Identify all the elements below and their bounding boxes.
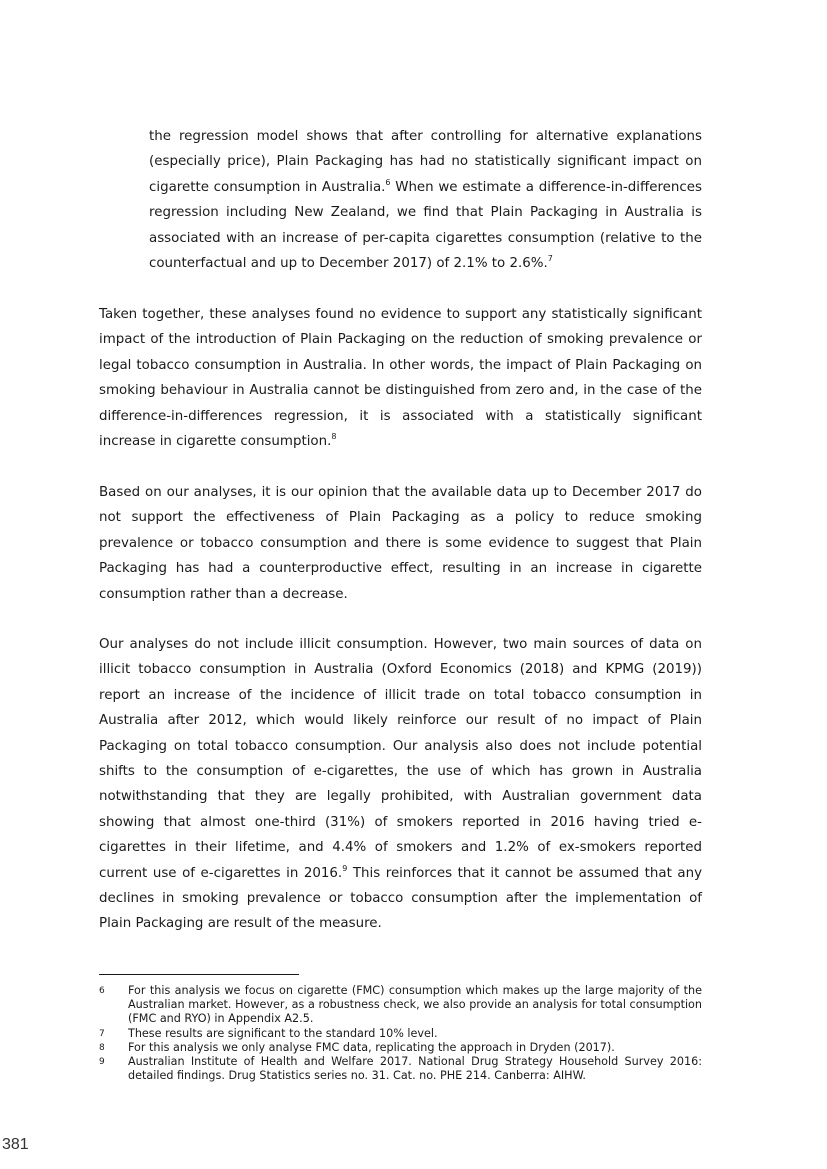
body-paragraph-illicit <box>99 632 702 937</box>
footnote-item <box>99 984 702 1027</box>
indented-paragraph <box>149 124 702 276</box>
footnote-text: These results are significant to the standard 10% level. <box>128 1026 438 1040</box>
footnote-reference[interactable]: 6 <box>385 177 391 187</box>
footnote-separator <box>99 974 299 975</box>
body-paragraph-opinion <box>99 480 702 607</box>
footnote-text: For this analysis we only analyse FMC data, replicating the approach in Dryden (2017). <box>128 1040 615 1054</box>
page-number: 381 <box>2 1136 29 1153</box>
paragraph-text: Based on our analyses, it is our opinion that the available data up to December 2017 do not support the effectiveness of Plain Packaging as a policy to reduce smoking prevalence or tobacco consumption and there is some evidence to suggest that Plain Packaging has had a counterproductive effect, resulting in an increase in cigarette consumption rather than a decrease. <box>99 485 702 602</box>
footnote-reference[interactable]: 7 <box>547 254 553 264</box>
footnote-item <box>99 1027 702 1041</box>
footnote-number: 9 <box>99 1057 105 1068</box>
paragraph-text: This reinforces that it cannot be assumed that any declines in smoking prevalence or tobacco consumption after the implementation of Plain Packaging are result of the measure. <box>99 865 702 932</box>
footnote-number: 7 <box>99 1028 105 1039</box>
footnote-text: Australian Institute of Health and Welfare 2017. National Drug Strategy Household Survey 2016: detailed findings. Drug Statistics series no. 31. Cat. no. PHE 214. Canberra: AIHW. <box>128 1055 702 1083</box>
footnote-item <box>99 1041 702 1055</box>
footnotes <box>99 984 702 1083</box>
footnote-item <box>99 1055 702 1083</box>
paragraph-text: Taken together, these analyses found no evidence to support any statistically significant impact of the introduction of Plain Packaging on the reduction of smoking prevalence or legal tobacco consumption in Australia. In other words, the impact of Plain Packaging on smoking behaviour in Australia cannot be distinguished from zero and, in the case of the difference-in-differences regression, it is associated with a statistically significant increase in cigarette consumption. <box>99 307 702 450</box>
footnote-reference[interactable]: 8 <box>331 432 337 442</box>
footnote-text: For this analysis we focus on cigarette (FMC) consumption which makes up the large majority of the Australian market. However, as a robustness check, we also provide an analysis for total consumption (FMC and RYO) in Appendix A2.5. <box>128 984 702 1026</box>
footnote-number: 8 <box>99 1042 105 1053</box>
footnote-number: 6 <box>99 986 105 996</box>
footnote-reference[interactable]: 9 <box>342 863 348 873</box>
body-paragraph-summary <box>99 302 702 454</box>
paragraph-text: Our analyses do not include illicit consumption. However, two main sources of data on illicit tobacco consumption in Australia (Oxford Economics (2018) and KPMG (2019)) report an increase of the incidence of illicit trade on total tobacco consumption in Australia after 2012, which would likely reinforce our result of no impact of Plain Packaging on total tobacco consumption. Our analysis also does not include potential shifts to the consumption of e-cigarettes, the use of which has grown in Australia notwithstanding that they are legally prohibited, with Australian government data showing that almost one-third (31%) of smokers reported in 2016 having tried e-cigarettes in their lifetime, and 4.4% of smokers and 1.2% of ex-smokers reported current use of e-cigarettes in 2016. <box>99 637 702 881</box>
paragraph-text: the regression model shows that after controlling for alternative explanations (especially price), Plain Packaging has had no statistically significant impact on cigarette consumption in Australia. <box>149 129 702 195</box>
paragraph-text: When we estimate a difference-in-differences regression including New Zealand, we find that Plain Packaging in Australia is associated with an increase of per-capita cigarettes consumption (relative to the counterfactual and up to December 2017) of 2.1% to 2.6%. <box>149 179 702 272</box>
